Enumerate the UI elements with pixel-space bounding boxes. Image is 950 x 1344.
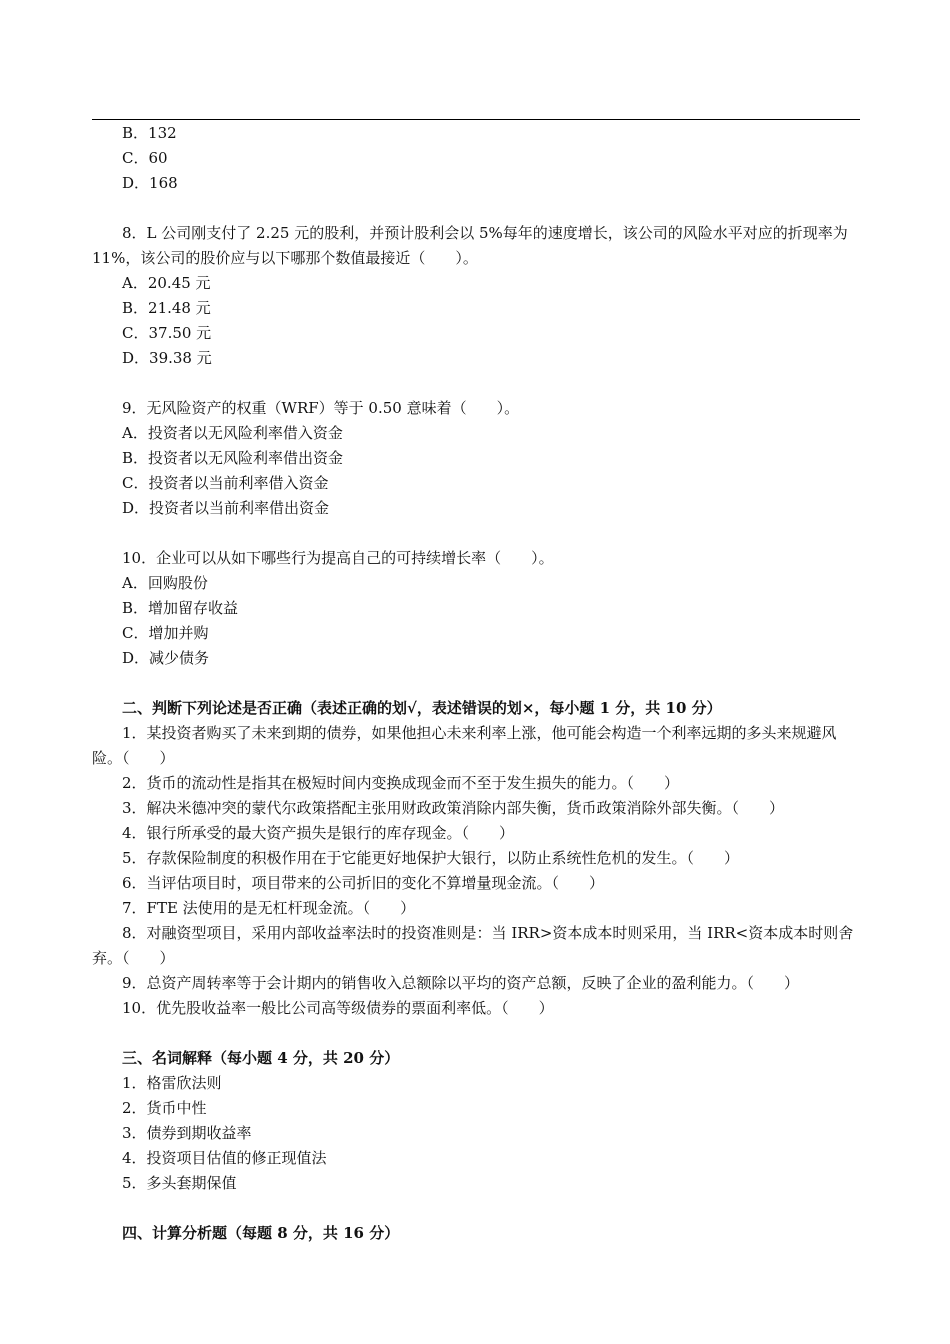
term-item: 5．多头套期保值 xyxy=(122,1174,237,1192)
option: A．投资者以无风险利率借入资金 xyxy=(122,424,343,442)
option: D．168 xyxy=(122,174,178,192)
judgement-item: 5．存款保险制度的积极作用在于它能更好地保护大银行，以防止系统性危机的发生。（ ） xyxy=(122,849,740,867)
header-rule xyxy=(92,119,860,120)
term-item: 1．格雷欣法则 xyxy=(122,1074,222,1092)
option: C．投资者以当前利率借入资金 xyxy=(122,474,329,492)
judgement-item: 6．当评估项目时，项目带来的公司折旧的变化不算增量现金流。（ ） xyxy=(122,874,605,892)
judgement-item: 3．解决米德冲突的蒙代尔政策搭配主张用财政政策消除内部失衡，货币政策消除外部失衡。（ ） xyxy=(122,799,785,817)
option: B．投资者以无风险利率借出资金 xyxy=(122,449,344,467)
term-item: 3．债券到期收益率 xyxy=(122,1124,252,1142)
question-9-stem: 9．无风险资产的权重（WRF）等于 0.50 意味着（ ）。 xyxy=(122,399,520,417)
option: D．减少债务 xyxy=(122,649,210,667)
option: B．21.48 元 xyxy=(122,299,211,317)
judgement-item: 2．货币的流动性是指其在极短时间内变换成现金而不至于发生损失的能力。（ ） xyxy=(122,774,680,792)
judgement-item: 4．银行所承受的最大资产损失是银行的库存现金。（ ） xyxy=(122,824,515,842)
term-item: 2．货币中性 xyxy=(122,1099,207,1117)
option: D．投资者以当前利率借出资金 xyxy=(122,499,330,517)
option: C．60 xyxy=(122,149,168,167)
section-2-title: 二、判断下列论述是否正确（表述正确的划√，表述错误的划×，每小题 1 分，共 10 分） xyxy=(122,699,722,717)
question-10-stem: 10．企业可以从如下哪些行为提高自己的可持续增长率（ ）。 xyxy=(122,549,554,567)
term-item: 4．投资项目估值的修正现值法 xyxy=(122,1149,327,1167)
judgement-item: 8．对融资型项目，采用内部收益率法时的投资准则是：当 IRR>资本成本时则采用，当 IRR<资本成本时则舍弃。（ ） xyxy=(92,924,854,967)
question-8-stem: 8．L 公司刚支付了 2.25 元的股利，并预计股利会以 5%每年的速度增长，该公司的风险水平对应的折现率为 11%，该公司的股价应与以下哪那个数值最接近（ ）。 xyxy=(92,224,848,267)
section-4-title: 四、计算分析题（每题 8 分，共 16 分） xyxy=(122,1224,400,1242)
judgement-item: 9．总资产周转率等于会计期内的销售收入总额除以平均的资产总额，反映了企业的盈利能力。（ ） xyxy=(122,974,800,992)
page-content xyxy=(92,121,862,1246)
judgement-item: 7．FTE 法使用的是无杠杆现金流。（ ） xyxy=(122,899,416,917)
option: C．增加并购 xyxy=(122,624,209,642)
option: C．37.50 元 xyxy=(122,324,212,342)
option: D．39.38 元 xyxy=(122,349,212,367)
option: A．回购股份 xyxy=(122,574,208,592)
judgement-item: 10．优先股收益率一般比公司高等级债券的票面利率低。（ ） xyxy=(122,999,554,1017)
judgement-item: 1．某投资者购买了未来到期的债券，如果他担心未来利率上涨，他可能会构造一个利率远期的多头来规避风险。（ ） xyxy=(92,724,837,767)
section-3-title: 三、名词解释（每小题 4 分，共 20 分） xyxy=(122,1049,400,1067)
option: B．132 xyxy=(122,124,177,142)
option: A．20.45 元 xyxy=(122,274,211,292)
option: B．增加留存收益 xyxy=(122,599,239,617)
